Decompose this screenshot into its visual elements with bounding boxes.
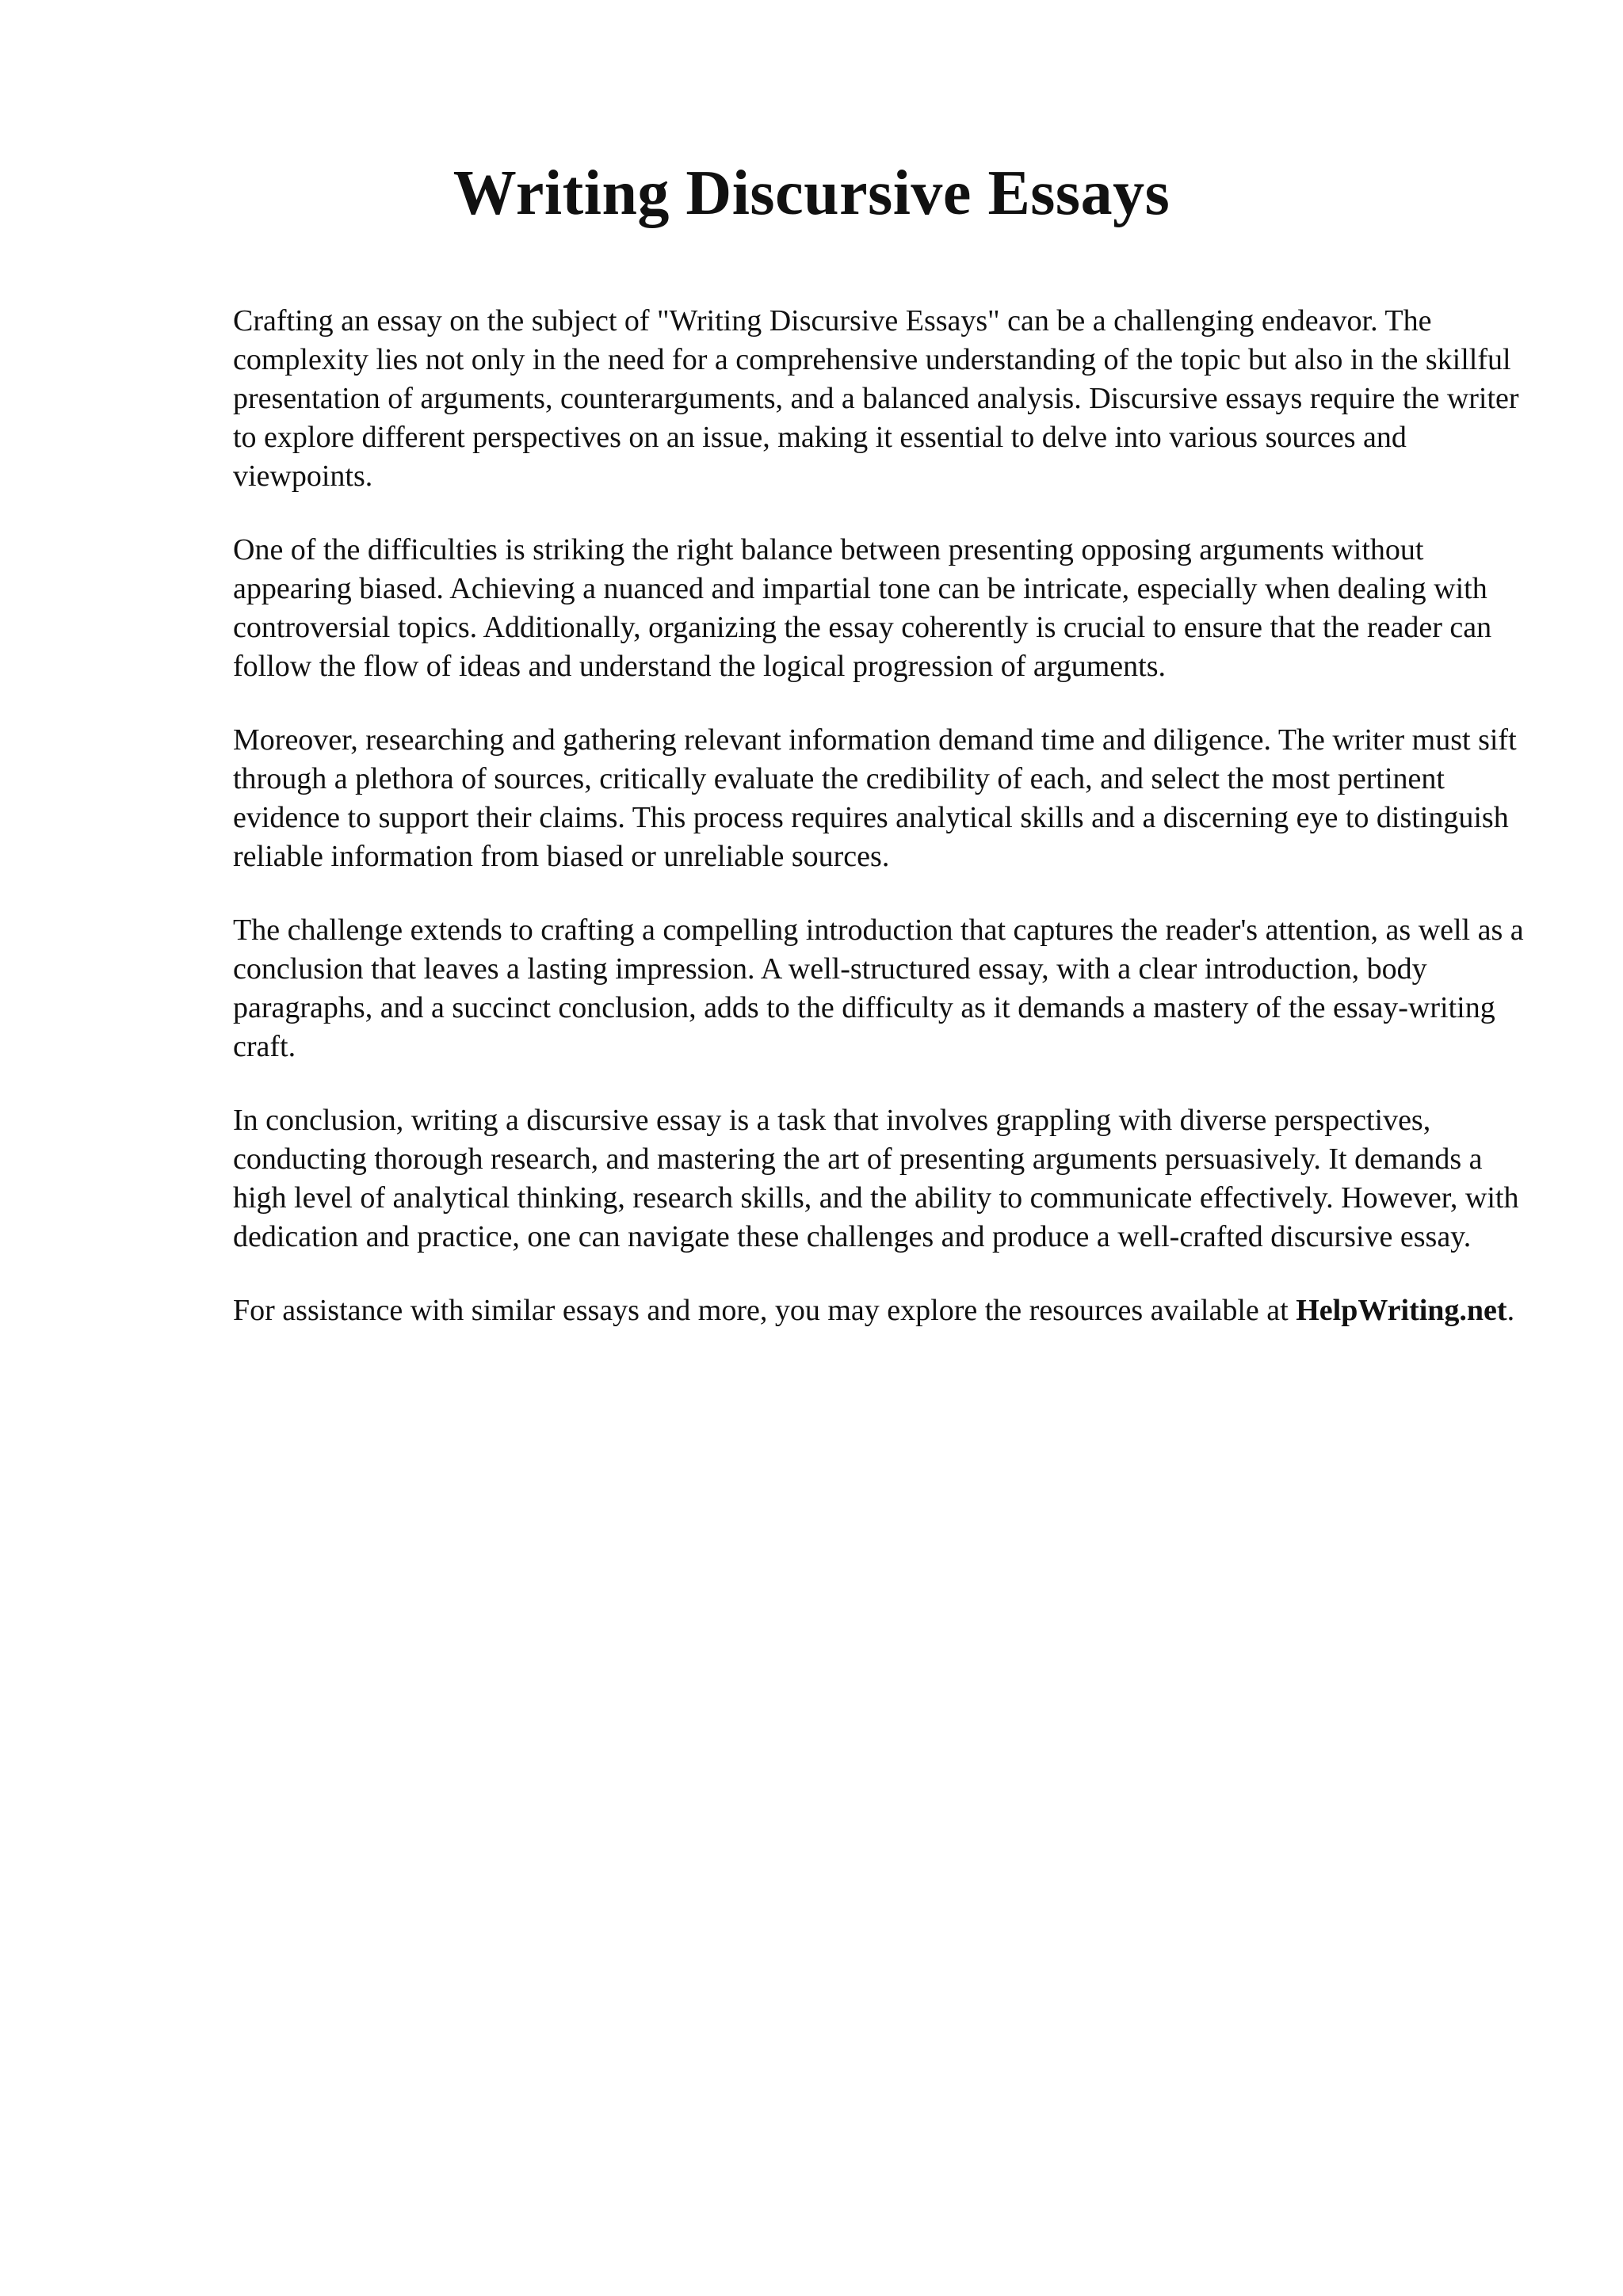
closing-period: . bbox=[1507, 1294, 1515, 1327]
paragraph-2: One of the difficulties is striking the right balance between presenting opposing arguments without appearing biased. Achieving a nuanced and impartial tone can be intricate, especially when dealing with controversial topics. Additionally, organizing the essay coherently is crucial to ensure that the reader can follow the flow of ideas and understand the logical progression of arguments. bbox=[233, 533, 1492, 683]
document-body bbox=[233, 302, 1533, 1365]
document-title: Writing Discursive Essays bbox=[453, 158, 1170, 228]
closing-paragraph bbox=[233, 1291, 1533, 1330]
paragraph-4: The challenge extends to crafting a compelling introduction that captures the reader's attention, as well as a conclusion that leaves a lasting impression. A well-structured essay, with a clear introduction, body paragraphs, and a succinct conclusion, adds to the difficulty as it demands a mastery of the essay-writing craft. bbox=[233, 913, 1524, 1063]
helpwriting-link[interactable]: HelpWriting.net bbox=[1296, 1294, 1507, 1327]
paragraph-1: Crafting an essay on the subject of "Writing Discursive Essays" can be a challenging endeavor. The complexity lies not only in the need for a comprehensive understanding of the topic but also in the skillful presentation of arguments, counterarguments, and a balanced analysis. Discursive essays require the writer to explore different perspectives on an issue, making it essential to delve into various sources and viewpoints. bbox=[233, 304, 1519, 493]
paragraph-5: In conclusion, writing a discursive essay is a task that involves grappling with diverse perspectives, conducting thorough research, and mastering the art of presenting arguments persuasively. It demands a high level of analytical thinking, research skills, and the ability to communicate effectively. However, with dedication and practice, one can navigate these challenges and produce a well-crafted discursive essay. bbox=[233, 1104, 1519, 1253]
paragraph-3: Moreover, researching and gathering relevant information demand time and diligence. The writer must sift through a plethora of sources, critically evaluate the credibility of each, and select the most pertinent evidence to support their claims. This process requires analytical skills and a discerning eye to distinguish reliable information from biased or unreliable sources. bbox=[233, 723, 1517, 873]
closing-text: For assistance with similar essays and more, you may explore the resources available at bbox=[233, 1294, 1289, 1327]
